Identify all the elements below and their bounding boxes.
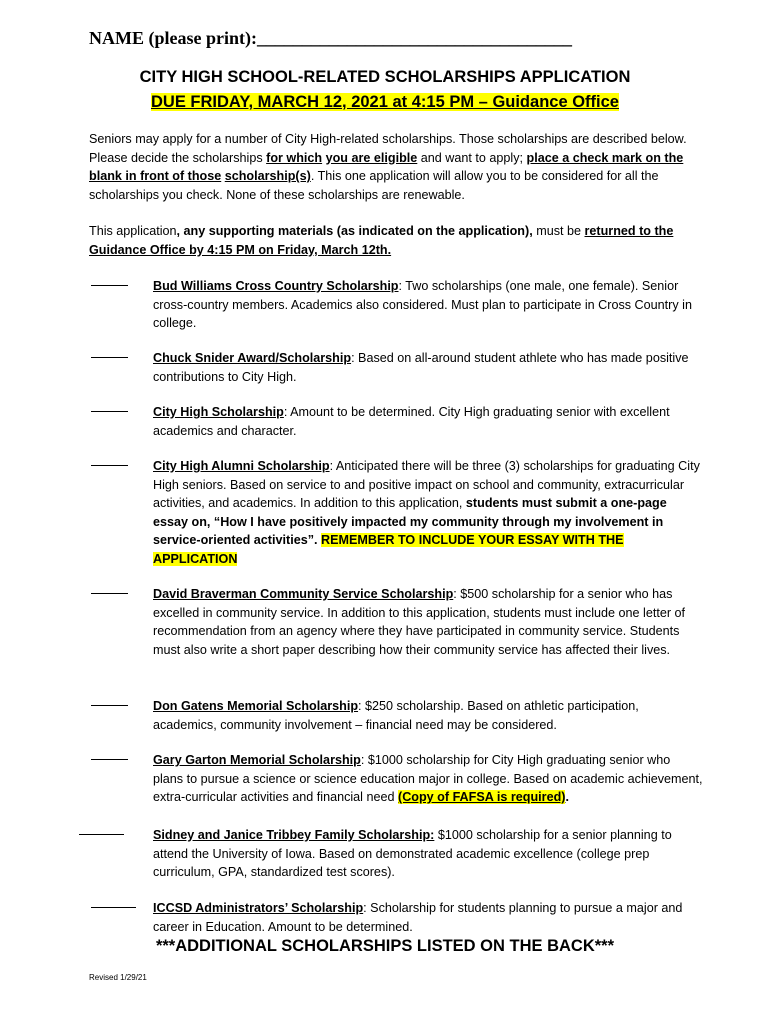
additional-scholarships-banner: ***ADDITIONAL SCHOLARSHIPS LISTED ON THE BACK*** <box>155 937 615 955</box>
checkmark-blank[interactable] <box>91 411 128 412</box>
checkmark-blank[interactable] <box>91 705 128 706</box>
scholarship-description: City High Scholarship: Amount to be determined. City High graduating senior with excellent academics and character. <box>153 405 670 438</box>
checkmark-blank[interactable] <box>79 834 124 835</box>
page-title: CITY HIGH SCHOOL-RELATED SCHOLARSHIPS APPLICATION <box>139 68 631 86</box>
instructions-paragraph: This application, any supporting materials (as indicated on the application), must be returned to the Guidance Office by 4:15 PM on Friday, March 12th. <box>89 224 674 257</box>
scholarship-name: Sidney and Janice Tribbey Family Scholarship: <box>153 828 435 842</box>
scholarship-description: Don Gatens Memorial Scholarship: $250 scholarship. Based on athletic participation, academics, community involvement – financial need may be considered. <box>153 699 639 732</box>
due-date-heading: DUE FRIDAY, MARCH 12, 2021 at 4:15 PM – Guidance Office <box>151 93 619 111</box>
scholarship-description: Gary Garton Memorial Scholarship: $1000 scholarship for City High graduating senior who plans to pursue a science or science education major in college. Based on academic achievement, extra-curricular activities and financial need (Copy of FAFSA is required). <box>153 753 703 805</box>
scholarship-description: Chuck Snider Award/Scholarship: Based on all-around student athlete who has made positive contributions to City High. <box>153 351 689 384</box>
checkmark-blank[interactable] <box>91 357 128 358</box>
checkmark-blank[interactable] <box>91 907 136 908</box>
scholarship-name: City High Alumni Scholarship <box>153 459 330 473</box>
scholarship-name: David Braverman Community Service Scholarship <box>153 587 454 601</box>
fafsa-requirement: (Copy of FAFSA is required) <box>398 790 566 805</box>
checkmark-blank[interactable] <box>91 593 128 594</box>
scholarship-name: ICCSD Administrators’ Scholarship <box>153 901 364 915</box>
revision-date: Revised 1/29/21 <box>89 973 147 982</box>
scholarship-description: ICCSD Administrators’ Scholarship: Scholarship for students planning to pursue a major and career in Education. Amount to be determined. <box>153 901 683 934</box>
name-field-label[interactable]: NAME (please print):___________________________________ <box>89 28 572 48</box>
scholarship-name: Bud Williams Cross Country Scholarship <box>153 279 399 293</box>
checkmark-blank[interactable] <box>91 465 128 466</box>
scholarship-description: David Braverman Community Service Scholarship: $500 scholarship for a senior who has excelled in community service. In addition to this application, students must include one letter of recommendation from an agency where they have participated in community service. Students must also write a short paper describing how their community service has affected their lives. <box>153 587 686 657</box>
scholarship-description: Bud Williams Cross Country Scholarship: Two scholarships (one male, one female). Senior cross-country members. Academics also considered. Must plan to participate in Cross Country in college. <box>153 279 692 331</box>
scholarship-name: Gary Garton Memorial Scholarship <box>153 753 361 767</box>
checkmark-blank[interactable] <box>91 285 128 286</box>
scholarship-name: Chuck Snider Award/Scholarship <box>153 351 352 365</box>
checkmark-blank[interactable] <box>91 759 128 760</box>
intro-paragraph: Seniors may apply for a number of City High-related scholarships. Those scholarships are described below. Please decide the scholarships for which you are eligible and want to apply; place a check mark on the blank in front of those scholarship(s). This one application will allow you to be considered for all the scholarships you check. None of these scholarships are renewable. <box>89 132 687 202</box>
scholarship-description: City High Alumni Scholarship: Anticipated there will be three (3) scholarships for graduating City High seniors. Based on service to and positive impact on school and community, extracurricular activities, and academics. In addition to this application, students must submit a one-page essay on, “How I have positively impacted my community through my involvement in service-oriented activities”. REMEMBER TO INCLUDE YOUR ESSAY WITH THE APPLICATION <box>153 459 700 566</box>
scholarship-name: Don Gatens Memorial Scholarship <box>153 699 359 713</box>
essay-reminder: REMEMBER TO INCLUDE YOUR ESSAY WITH THE APPLICATION <box>153 533 624 566</box>
scholarship-name: City High Scholarship <box>153 405 284 419</box>
scholarship-description: Sidney and Janice Tribbey Family Scholarship: $1000 scholarship for a senior planning to attend the University of Iowa. Based on demonstrated academic excellence (college prep curriculum, GPA, standardized test scores). <box>153 828 672 880</box>
